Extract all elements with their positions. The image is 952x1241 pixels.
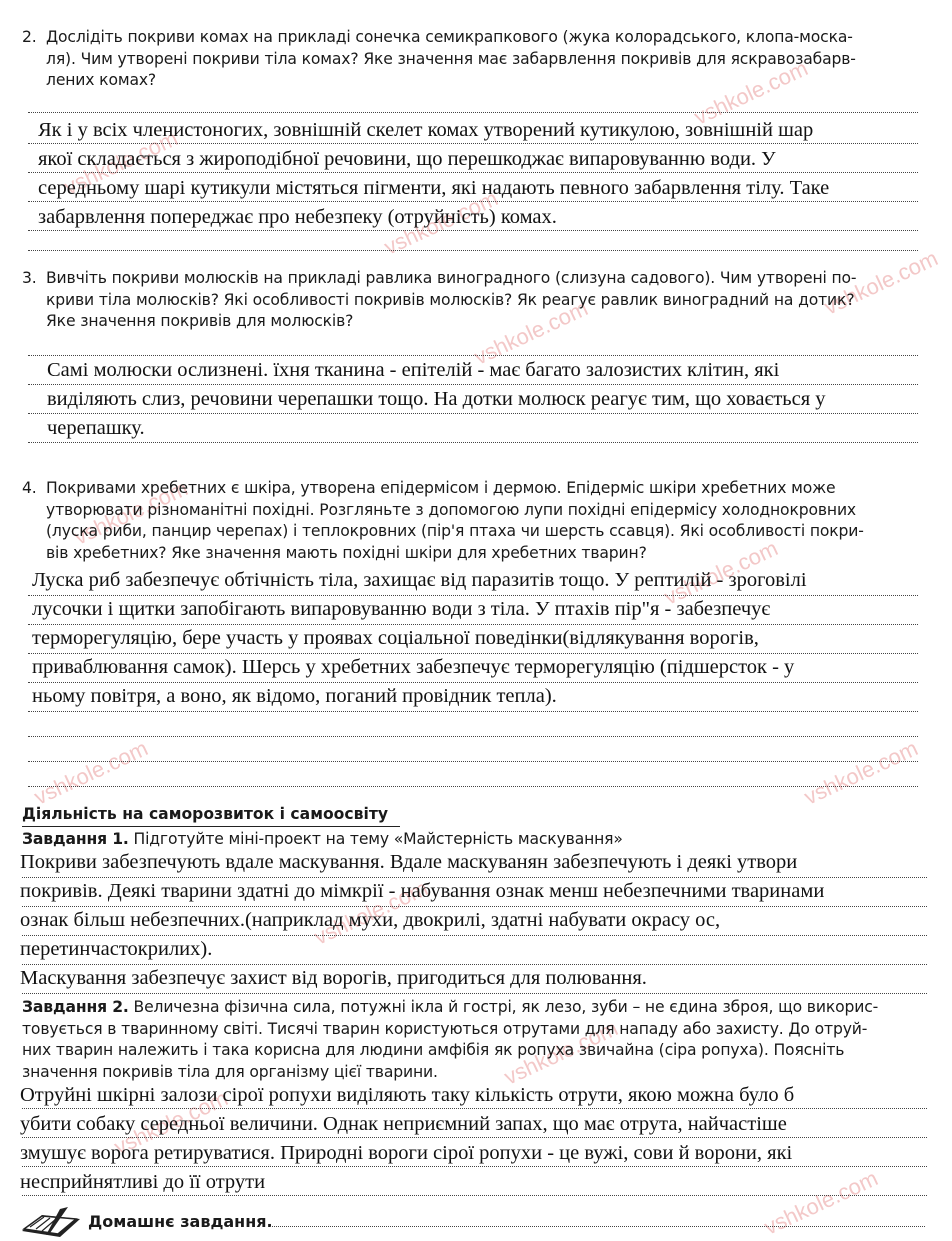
homework-line <box>270 1226 925 1227</box>
answer-line-text: черепашку. <box>47 417 145 439</box>
answer-line-text: терморегуляцію, бере участь у проявах соціальної поведінки(відлякування ворогів, <box>32 627 759 649</box>
question-2 <box>22 27 927 92</box>
watermark: vshkole.com <box>110 1085 232 1160</box>
answer-line <box>28 595 918 596</box>
answer-q3 <box>47 356 937 443</box>
answer-line <box>28 711 918 712</box>
question-text: Яке значення покривів для молюсків? <box>46 312 354 330</box>
answer-line-text: Маскування забезпечує захист від ворогів, пригодиться для полювання. <box>20 967 647 989</box>
question-number: 4. <box>22 479 37 497</box>
answer-line-text: несприйнятливі до її отрути <box>20 1171 266 1193</box>
task-text: Підготуйте міні-проект на тему «Майстерність маскування» <box>133 830 623 848</box>
watermark: vshkole.com <box>760 1165 882 1240</box>
task-text: значення покривів тіла для організму цієї тварини. <box>22 1062 438 1081</box>
answer-line-text: приваблювання самок). Шерсь у хребетних забезпечує терморегуляцію (підшерсток - у <box>32 656 795 678</box>
question-4 <box>22 478 927 564</box>
answer-line <box>28 112 918 113</box>
question-3 <box>22 268 927 333</box>
answer-line <box>28 442 918 443</box>
watermark: vshkole.com <box>470 295 592 370</box>
answer-line <box>22 877 927 878</box>
answer-task-2 <box>20 1081 930 1197</box>
answer-line <box>28 682 918 683</box>
homework-book-icon <box>20 1205 82 1239</box>
answer-line <box>22 935 927 936</box>
answer-line-text: ознак більш небезпечних.(наприклад мухи, двокрилі, здатні набувати окрасу ос, <box>20 909 721 931</box>
question-text: криви тіла молюсків? Які особливості покривів молюсків? Як реагує равлик виноградний на дотик? <box>46 290 855 309</box>
watermark: vshkole.com <box>380 185 502 260</box>
answer-line <box>22 993 927 994</box>
question-text: (луска риби, панцир черепах) і теплокровних (пір'я птаха чи шерсть ссавця). Які особливості покри- <box>46 522 864 540</box>
answer-line-text: якої складається з жироподібної речовини, що перешкоджає випаровуванню води. У <box>38 148 776 170</box>
answer-line-text: убити собаку середньої величини. Однак неприємний запах, що має отрута, найчастіше <box>20 1113 787 1135</box>
answer-line <box>22 964 927 965</box>
answer-line-text: виділяють слиз, речовини черепашки тощо. На дотки молюск реагує тим, що ховається у <box>47 388 826 410</box>
question-text: Дослідіть покриви комах на прикладі сонечка семикрапкового (жука колорадського, клопа-моска- <box>46 28 853 46</box>
heading-underline <box>22 826 400 827</box>
answer-line <box>22 1195 927 1196</box>
watermark: vshkole.com <box>690 55 812 130</box>
answer-line-text: Як і у всіх членистоногих, зовнішній скелет комах утворений кутикулою, зовнішній шар <box>38 119 814 141</box>
watermark: vshkole.com <box>660 535 782 610</box>
answer-line <box>22 906 927 907</box>
answer-line-text: перетинчастокрилих). <box>20 938 213 960</box>
answer-line <box>28 201 918 202</box>
question-text: ля). Чим утворені покриви тіла комах? Яке значення має забарвлення покривів для яскравозабарв- <box>46 49 856 68</box>
task-text: них тварин належить і така корисна для людини амфібія як ропуха звичайна (сіра ропуха). Поясніть <box>22 1041 845 1059</box>
answer-line-text: ньому повітря, а воно, як відомо, поганий провідник тепла). <box>32 685 557 707</box>
question-text: Вивчіть покриви молюсків на прикладі равлика виноградного (слизуна садового). Чим утворені по- <box>46 269 857 287</box>
answer-line <box>28 230 918 231</box>
answer-line <box>28 172 918 173</box>
task-2 <box>22 997 932 1083</box>
answer-line <box>28 413 918 414</box>
task-text: Величезна фізична сила, потужні ікла й гострі, як лезо, зуби – не єдина зброя, що викорис- <box>133 998 879 1016</box>
watermark: vshkole.com <box>70 475 192 550</box>
task-text: товується в тваринному світі. Тисячі тварин користуються отрутами для нападу або захисту. До отруй- <box>22 1019 868 1038</box>
question-text: лених комах? <box>46 71 157 89</box>
watermark: vshkole.com <box>30 735 152 810</box>
answer-line-text: Самі молюски ослизнені. їхня тканина - епітелій - має багато залозистих клітин, які <box>47 359 780 381</box>
question-text: Покривами хребетних є шкіра, утворена епідермісом і дермою. Епідерміс шкіри хребетних може <box>46 479 836 497</box>
answer-line <box>28 653 918 654</box>
question-number: 2. <box>22 28 37 46</box>
answer-line <box>28 761 918 762</box>
answer-line <box>28 250 918 251</box>
watermark: vshkole.com <box>310 875 432 950</box>
section-heading: Діяльність на саморозвиток і самоосвіту <box>22 805 389 823</box>
answer-line <box>28 143 918 144</box>
watermark: vshkole.com <box>800 735 922 810</box>
answer-q4 <box>32 566 922 711</box>
answer-line <box>28 786 918 787</box>
answer-line <box>28 384 918 385</box>
answer-line-text: Отруйні шкірні залози сірої ропухи виділяють таку кількість отрути, якою можна було б <box>20 1084 795 1106</box>
answer-line-text: змушує ворога ретируватися. Природні вороги сірої ропухи - це вужі, сови й ворони, які <box>20 1142 793 1164</box>
watermark: vshkole.com <box>820 245 942 320</box>
question-number: 3. <box>22 269 37 287</box>
answer-line-text: Покриви забезпечують вдале маскування. Вдале маскуванян забезпечують і деякі утвори <box>20 851 798 873</box>
answer-line <box>28 736 918 737</box>
answer-line <box>22 1108 927 1109</box>
question-text: утворювати різноманітні похідні. Розгляньте з допомогою лупи похідні епідермісу холоднокровних <box>46 500 857 519</box>
answer-line-text: середньому шарі кутикули містяться пігменти, які надають певного забарвлення тілу. Таке <box>38 177 830 199</box>
answer-line <box>22 1137 927 1138</box>
answer-line <box>22 1166 927 1167</box>
answer-line-text: лусочки і щитки запобігають випаровуванню води з тіла. У птахів пір"я - забезпечує <box>32 598 771 620</box>
answer-line-text: покривів. Деякі тварини здатні до мімкрії - набування ознак менш небезпечними тваринами <box>20 880 825 902</box>
answer-line-text: Луска риб забезпечує обтічність тіла, захищає від паразитів тощо. У рептилій - зроговілі <box>32 569 807 591</box>
answer-task-1 <box>20 848 930 993</box>
homework-label: Домашнє завдання. <box>88 1212 273 1231</box>
question-text: вів хребетних? Яке значення мають похідні шкіри для хребетних тварин? <box>46 543 647 562</box>
watermark: vshkole.com <box>60 125 182 200</box>
task-label: Завдання 2. <box>22 998 129 1016</box>
answer-line <box>28 624 918 625</box>
watermark: vshkole.com <box>500 1015 622 1090</box>
answer-q2 <box>38 116 928 232</box>
answer-line-text: забарвлення попереджає про небезпеку (отруйність) комах. <box>38 206 557 228</box>
task-label: Завдання 1. <box>22 830 129 848</box>
